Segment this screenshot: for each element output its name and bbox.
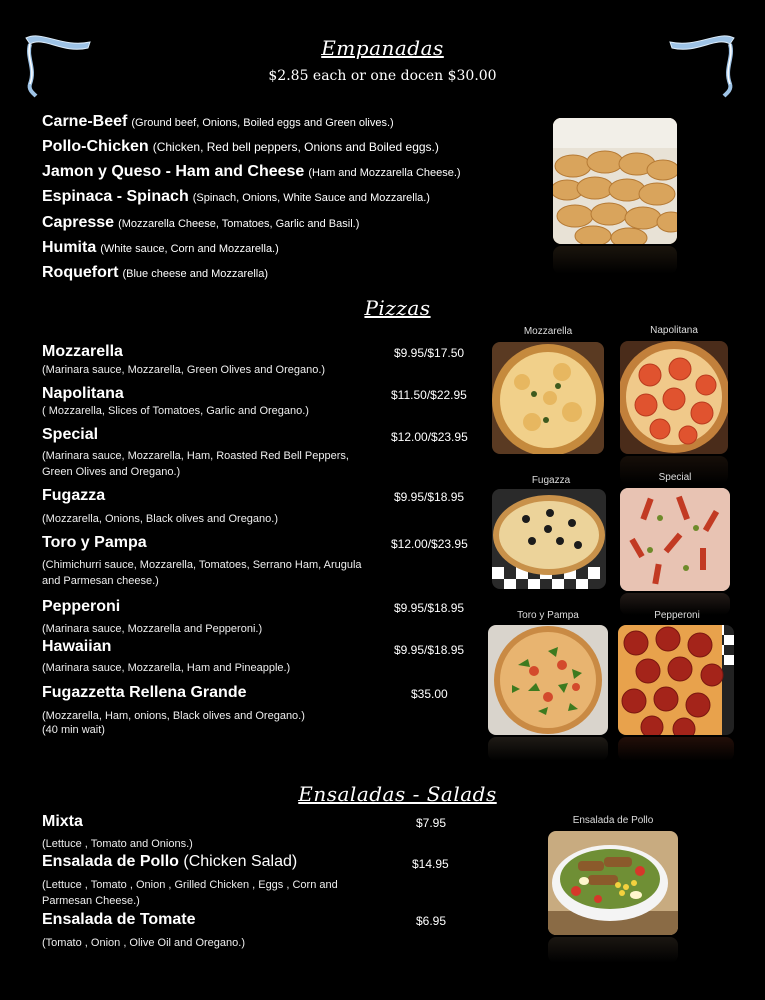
empanadas-pricing: $2.85 each or one docen $30.00 — [268, 68, 497, 84]
photo-caption: Pepperoni — [654, 610, 700, 621]
item-name: Pepperoni — [42, 598, 121, 615]
item-name: Jamon y Queso - Ham and Cheese — [42, 162, 305, 180]
empanadas-photo-reflection — [553, 246, 677, 274]
item-name: Napolitana — [42, 385, 124, 402]
item-desc: (Marinara sauce, Mozzarella, Ham and Pineapple.) — [42, 662, 291, 674]
list-item — [42, 185, 461, 210]
mozzarella-pizza-photo — [492, 342, 604, 454]
item-desc: (Mozzarella, Onions, Black olives and Oregano.) — [42, 513, 278, 525]
napolitana-pizza-photo — [620, 341, 728, 454]
item-desc: (Mozzarella, Ham, onions, Black olives and Oregano.) — [42, 710, 305, 722]
item-price: $9.95/$17.50 — [394, 346, 465, 360]
list-item — [42, 236, 461, 261]
photo-caption: Special — [658, 472, 692, 483]
empanadas-title: Empanadas — [321, 36, 444, 60]
salad-name-row — [42, 853, 297, 871]
item-price: $11.50/$22.95 — [391, 388, 467, 402]
item-name: Hawaiian — [42, 638, 112, 655]
item-price: $12.00/$23.95 — [391, 537, 468, 551]
item-desc: ( Mozzarella, Slices of Tomatoes, Garlic and Oregano.) — [42, 405, 309, 417]
item-desc: (Chicken, Red bell peppers, Onions and Boiled eggs.) — [152, 140, 439, 155]
item-desc: (Ground beef, Onions, Boiled eggs and Green olives.) — [131, 117, 394, 129]
item-desc: (Chimichurri sauce, Mozzarella, Tomatoes, Serrano Ham, Arugula and Parmesan cheese.) — [42, 559, 362, 587]
item-price: $7.95 — [416, 816, 447, 830]
salad-photo-reflection — [548, 937, 678, 963]
item-name: Ensalada de Tomate — [42, 911, 196, 928]
item-name: Humita — [42, 239, 97, 257]
list-item — [42, 160, 461, 185]
item-desc: (Marinara sauce, Mozzarella, Ham, Roasted Red Bell Peppers, Green Olives and Oregano.) — [42, 450, 349, 478]
list-item — [42, 261, 461, 286]
item-price: $35.00 — [411, 687, 448, 701]
item-name: Capresse — [42, 213, 115, 231]
item-desc: (Marinara sauce, Mozzarella, Green Olives and Oregano.) — [42, 364, 326, 376]
item-name: Carne-Beef — [42, 113, 128, 130]
item-desc: (Ham and Mozzarella Cheese.) — [308, 166, 461, 179]
photo-caption: Fugazza — [531, 475, 571, 486]
photo-caption: Ensalada de Pollo — [572, 815, 654, 826]
salads-title: Ensaladas - Salads — [298, 782, 497, 806]
special-pizza-photo — [620, 488, 730, 591]
chicken-salad-photo — [548, 831, 678, 935]
toro-y-pampa-pizza-photo — [488, 625, 608, 735]
photo-caption: Napolitana — [650, 325, 698, 336]
empanadas-list — [42, 110, 461, 287]
list-item — [42, 110, 461, 135]
item-desc: (Blue cheese and Mozzarella) — [122, 268, 268, 281]
item-name-extra: (Chicken Salad) — [183, 853, 298, 870]
item-note: (40 min wait) — [42, 724, 105, 736]
pizzas-title: Pizzas — [364, 296, 431, 320]
item-name: Toro y Pampa — [42, 534, 147, 551]
empanadas-photo — [553, 118, 677, 244]
fugazza-pizza-photo — [492, 489, 606, 589]
item-desc: (Mozzarella Cheese, Tomatoes, Garlic and Basil.) — [118, 217, 360, 230]
pepperoni-pizza-photo — [618, 625, 734, 735]
item-name: Roquefort — [42, 264, 119, 282]
item-desc: (Lettuce , Tomato and Onions.) — [42, 838, 193, 850]
item-name: Mixta — [42, 813, 83, 830]
list-item — [42, 135, 461, 159]
item-desc: (White sauce, Corn and Mozzarella.) — [100, 243, 279, 256]
item-name: Pollo-Chicken — [42, 138, 149, 156]
item-name: Special — [42, 426, 99, 443]
item-name: Mozzarella — [42, 343, 123, 360]
toro-y-pampa-photo-reflection — [488, 737, 608, 761]
pepperoni-photo-reflection — [618, 737, 734, 761]
item-price: $9.95/$18.95 — [394, 490, 465, 504]
item-name: Fugazzetta Rellena Grande — [42, 684, 247, 701]
list-item — [42, 211, 461, 236]
item-price: $6.95 — [416, 914, 447, 928]
photo-caption: Mozzarella — [523, 326, 573, 337]
item-price: $14.95 — [412, 857, 449, 871]
item-desc: (Tomato , Onion , Olive Oil and Oregano.) — [42, 937, 245, 949]
item-desc: (Spinach, Onions, White Sauce and Mozzarella.) — [192, 192, 430, 205]
item-price: $9.95/$18.95 — [394, 601, 465, 615]
item-desc: (Marinara sauce, Mozzarella and Pepperoni.) — [42, 623, 263, 635]
photo-caption: Toro y Pampa — [517, 610, 579, 621]
item-name: Espinaca - Spinach — [42, 188, 189, 206]
item-price: $12.00/$23.95 — [391, 430, 468, 444]
item-name: Fugazza — [42, 487, 106, 504]
item-price: $9.95/$18.95 — [394, 643, 465, 657]
item-desc: (Lettuce , Tomato , Onion , Grilled Chicken , Eggs , Corn and Parmesan Cheese.) — [42, 879, 338, 907]
item-name: Ensalada de Pollo — [42, 853, 179, 870]
